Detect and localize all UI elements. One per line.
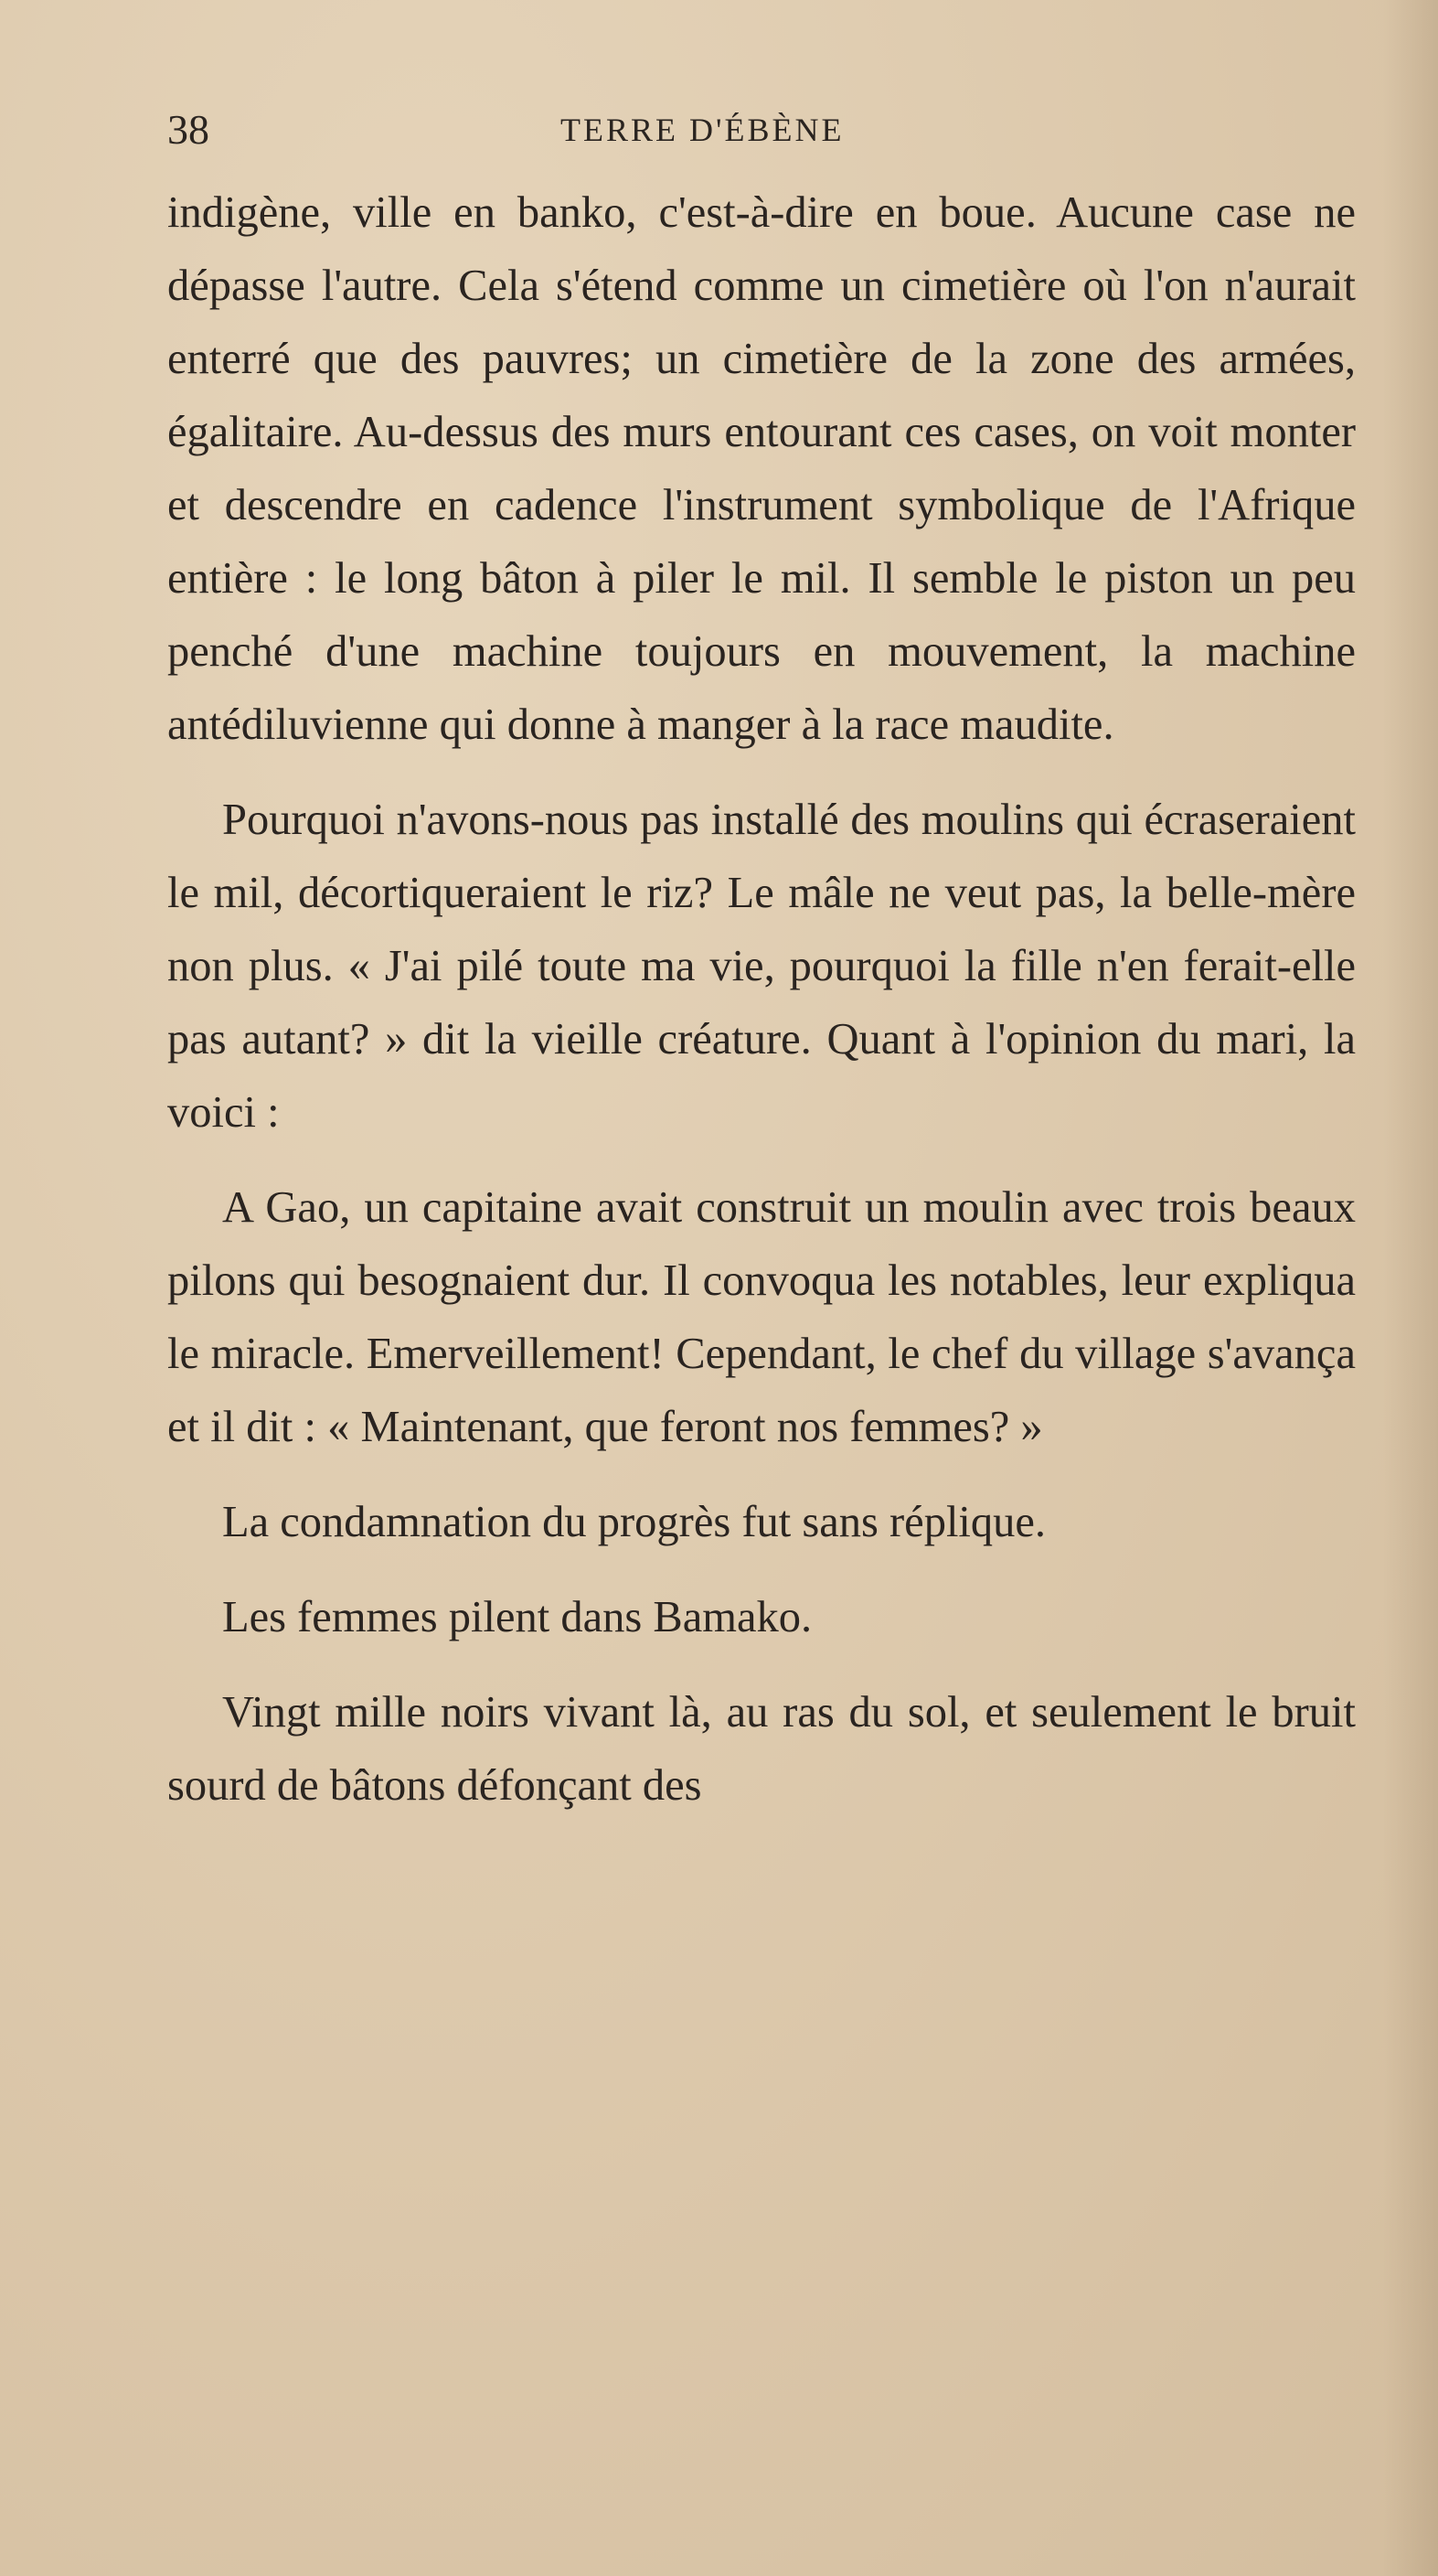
paragraph-continuation: indigène, ville en banko, c'est-à-dire en boue. Aucune case ne dépasse l'autre. Cela s'étend comme un cimetière où l'on n'aurait enterré que des pauvres; un cimetière de la zone des armées, égalitaire. Au-dessus des murs entourant ces cases, on voit monter et descendre en cadence l'instrument symbolique de l'Afrique entière : le long bâton à piler le mil. Il semble le piston un peu penché d'une machine toujours en mouvement, la machine antédiluvienne qui donne à manger à la race maudite. [167,188,1356,749]
paragraph-gao: A Gao, un capitaine avait construit un moulin avec trois beaux pilons qui besognaient dur. Il convoqua les notables, leur expliqua le miracle. Emerveillement! Cependant, le chef du village s'avança et il dit : « Maintenant, que feront nos femmes? » [167,1183,1356,1451]
page-number: 38 [167,106,209,153]
paragraph-bamako: Les femmes pilent dans Bamako. [222,1593,813,1641]
running-title: TERRE D'ÉBÈNE [560,112,845,148]
paragraph-vingt-mille: Vingt mille noirs vivant là, au ras du sol, et seulement le bruit sourd de bâtons défonçant des [167,1688,1356,1810]
paragraph-moulins: Pourquoi n'avons-nous pas installé des moulins qui écraseraient le mil, décortiqueraient le riz? Le mâle ne veut pas, la belle-mère non plus. « J'ai pilé toute ma vie, pourquoi la fille n'en ferait-elle pas autant? » dit la vieille créature. Quant à l'opinion du mari, la voici : [167,796,1356,1137]
page-edge-shadow [1383,0,1438,2576]
page-header [167,102,1356,157]
body-text [167,176,1356,1822]
paragraph-condamnation: La condamnation du progrès fut sans réplique. [222,1498,1047,1546]
